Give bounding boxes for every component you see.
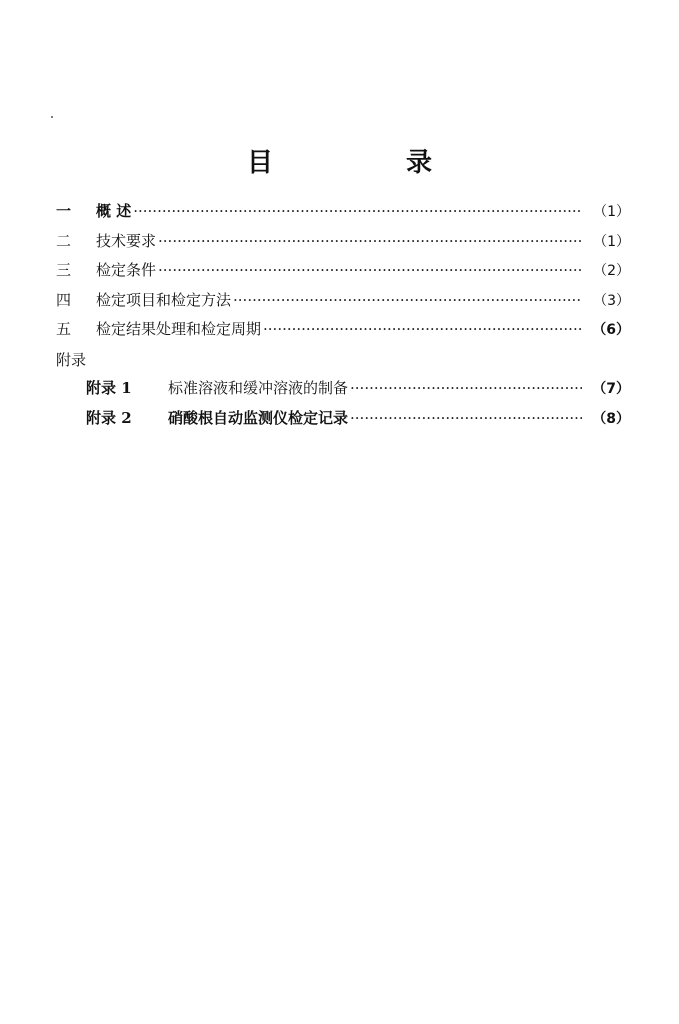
toc-number: 一 [56,202,72,220]
toc-page-number: （3） [593,292,630,309]
toc-entry-5[interactable] [56,318,630,348]
scan-speck [51,116,53,118]
toc-number: 五 [56,320,72,338]
appendix-entry-2[interactable] [56,407,630,437]
appendix-heading: 附录 [56,350,87,369]
toc-page-number: （6） [592,322,630,338]
leader-dots [233,291,582,309]
toc-label: 检定条件 [96,261,157,279]
toc-entry-2[interactable] [56,230,630,260]
toc-label: 检定项目和检定方法 [96,290,232,309]
toc-number: 三 [56,261,72,279]
toc-page-number: （2） [593,263,630,279]
toc-label: 技术要求 [96,231,157,250]
toc-page-number: （1） [593,233,630,250]
appendix-entry-1[interactable] [56,377,630,407]
toc-label: 检定结果处理和检定周期 [96,320,262,338]
leader-dots [158,232,582,250]
leader-dots [350,409,582,427]
toc-page-number: （1） [593,204,630,220]
appendix-prefix: 附录 1 [86,379,132,397]
table-of-contents [56,200,630,436]
toc-entry-4[interactable] [56,289,630,319]
page-title: 目 录 [246,148,495,178]
toc-page-number: （7） [592,381,630,397]
leader-dots [350,379,582,397]
toc-label: 概 述 [96,202,132,220]
toc-entry-1[interactable] [56,200,630,230]
leader-dots [133,202,582,220]
leader-dots [263,320,582,338]
toc-page-number: （8） [592,410,630,427]
toc-entry-3[interactable] [56,259,630,289]
appendix-prefix: 附录 2 [86,408,132,427]
toc-number: 四 [56,290,72,309]
toc-label: 标准溶液和缓冲溶液的制备 [168,379,349,397]
toc-number: 二 [56,231,72,250]
leader-dots [158,261,582,279]
toc-label: 硝酸根自动监测仪检定记录 [168,408,349,427]
